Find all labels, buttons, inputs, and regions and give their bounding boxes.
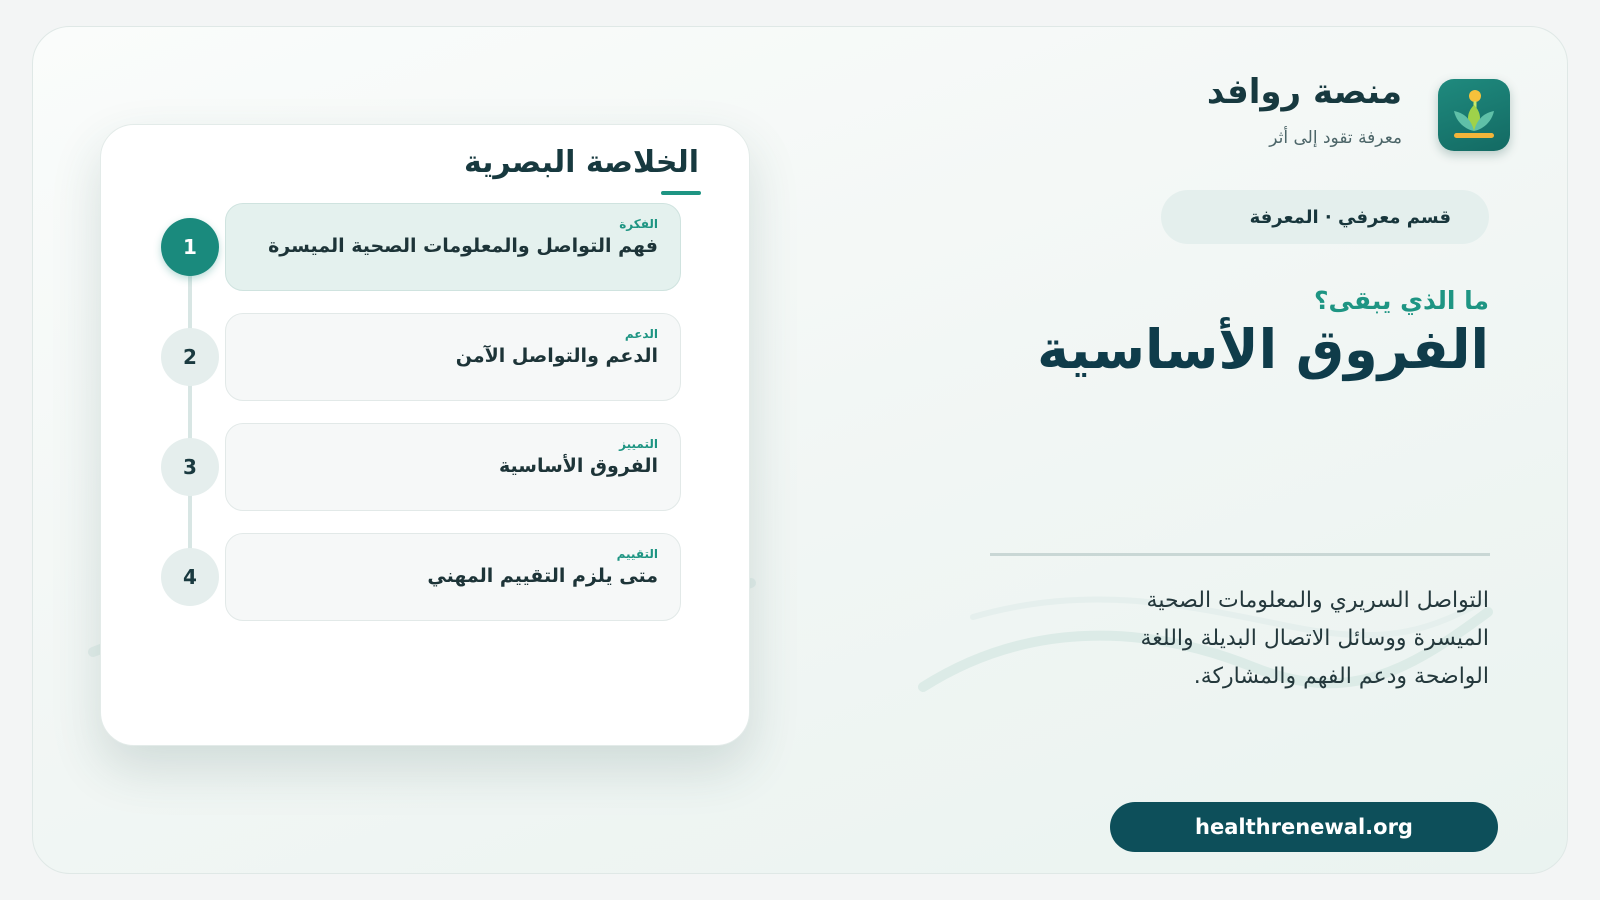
step-title: متى يلزم التقييم المهني: [427, 565, 658, 587]
step-item-4[interactable]: [225, 533, 681, 621]
step-kicker: التمييز: [619, 437, 658, 451]
brand-tagline: معرفة تقود إلى أثر: [1269, 128, 1402, 148]
step-kicker: الدعم: [624, 327, 658, 341]
step-number-2: 2: [161, 328, 219, 386]
step-kicker: التقييم: [616, 547, 658, 561]
step-number-1: 1: [161, 218, 219, 276]
step-number-3: 3: [161, 438, 219, 496]
divider: [990, 553, 1490, 556]
lotus-sun-logo-icon: [1438, 79, 1510, 151]
step-item-1[interactable]: [225, 203, 681, 291]
step-kicker: الفكرة: [619, 217, 658, 231]
visual-summary-card: [100, 124, 750, 746]
title-underline: [661, 191, 701, 195]
step-title: الدعم والتواصل الآمن: [455, 345, 658, 367]
step-number-4: 4: [161, 548, 219, 606]
kicker-question: ما الذي يبقى؟: [1314, 286, 1489, 315]
step-item-3[interactable]: [225, 423, 681, 511]
card-title: الخلاصة البصرية: [463, 145, 699, 180]
section-pill: قسم معرفي · المعرفة: [1161, 190, 1489, 244]
step-title: فهم التواصل والمعلومات الصحية الميسرة: [268, 235, 658, 257]
step-title: الفروق الأساسية: [499, 455, 658, 477]
website-link-button[interactable]: healthrenewal.org: [1110, 802, 1498, 852]
brand-name: منصة روافد: [1206, 72, 1402, 112]
page-title: الفروق الأساسية: [1037, 318, 1489, 381]
description-text: التواصل السريري والمعلومات الصحية الميسرة ووسائل الاتصال البديلة واللغة الواضحة ودعم الفهم والمشاركة.: [1140, 588, 1489, 689]
step-item-2[interactable]: [225, 313, 681, 401]
